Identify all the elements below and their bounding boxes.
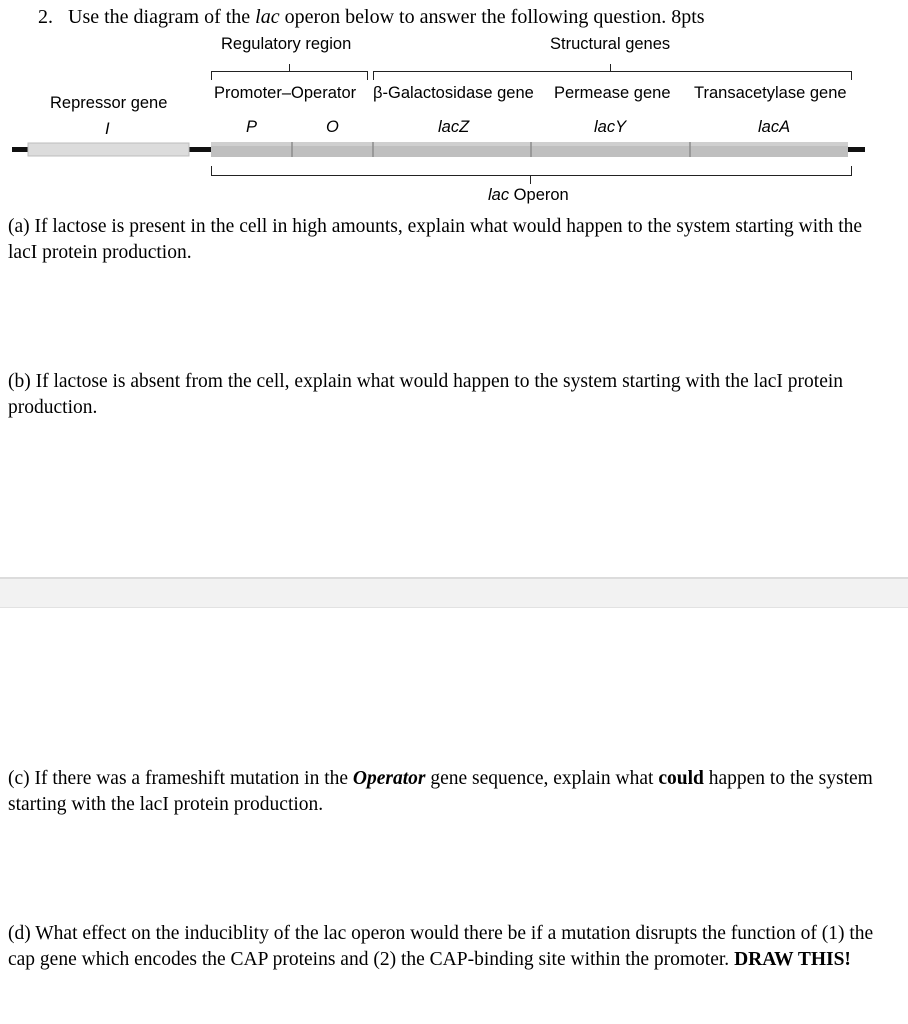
question-part-b: (b) If lactose is absent from the cell, explain what would happen to the system starting with the lacI protein production. [8, 371, 844, 418]
regulatory-region-bracket [212, 64, 368, 80]
transacetylase-gene-label: Transacetylase gene [694, 84, 847, 102]
dna-left-end [12, 147, 28, 152]
permease-gene-label: Permease gene [554, 84, 671, 102]
question-part-c: (c) If there was a frameshift mutation in the Operator gene sequence, explain what could happen to the system starting with the lacI protein production. [8, 768, 873, 815]
dna-spacer [189, 147, 211, 152]
lac-operon-bracket [212, 166, 852, 184]
lacz-label: lacZ [438, 118, 470, 136]
laca-label: lacA [758, 118, 791, 136]
promoter-operator-label: Promoter–Operator [214, 84, 357, 102]
draw-this-emphasis: DRAW THIS! [734, 949, 851, 970]
operator-symbol: O [326, 118, 339, 136]
question-heading: 2. Use the diagram of the lac operon below to answer the following question. 8pts [38, 6, 705, 28]
page-separator [0, 577, 908, 608]
question-part-a: (a) If lactose is present in the cell in high amounts, explain what would happen to the system starting with the lacI protein production. [8, 216, 863, 263]
dna-right-end [848, 147, 865, 152]
question-part-d: (d) What effect on the induciblity of the lac operon would there be if a mutation disrupts the function of (1) the cap gene which encodes the CAP proteins and (2) the CAP-binding site within the promoter. DRAW THIS! [8, 923, 874, 970]
operon-segments [211, 142, 848, 157]
lacy-label: lacY [594, 118, 627, 136]
question-number: 2. [38, 6, 53, 28]
structural-genes-label: Structural genes [550, 35, 671, 53]
lac-operon-label: lac Operon [488, 186, 569, 204]
regulatory-region-label: Regulatory region [221, 35, 352, 53]
beta-galactosidase-gene-label: β-Galactosidase gene [373, 84, 534, 102]
operator-emphasis: Operator [352, 768, 426, 789]
repressor-gene-label: Repressor gene [50, 94, 168, 112]
repressor-gene-segment [28, 143, 189, 156]
repressor-gene-symbol: I [105, 120, 110, 138]
structural-genes-bracket [374, 64, 852, 80]
could-emphasis: could [658, 768, 704, 789]
promoter-symbol: P [246, 118, 258, 136]
